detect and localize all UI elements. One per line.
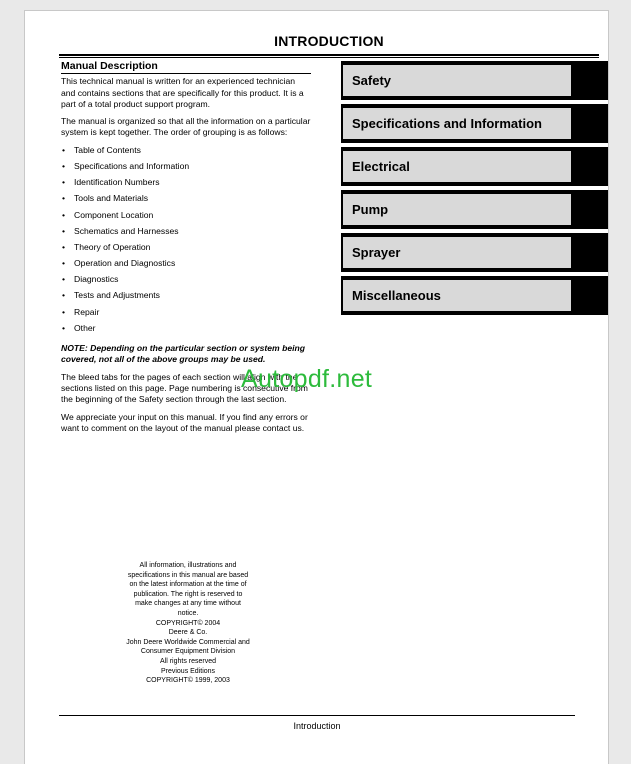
bullet-icon: •: [62, 193, 66, 204]
tabs-bottom-rule: [341, 314, 608, 315]
title-rule-thin: [59, 57, 599, 58]
tab-specifications[interactable]: [341, 104, 608, 143]
tab-sprayer[interactable]: [341, 233, 608, 272]
list-item: • Specifications and Information: [62, 160, 190, 171]
list-item: • Table of Contents: [62, 144, 141, 155]
bullet-icon: •: [62, 160, 66, 171]
list-item: • Operation and Diagnostics: [62, 258, 176, 269]
list-item: • Repair: [62, 306, 100, 317]
list-item: • Tests and Adjustments: [62, 290, 160, 301]
tab-label[interactable]: Pump: [343, 194, 571, 225]
list-item: • Identification Numbers: [62, 177, 160, 188]
list-item: • Tools and Materials: [62, 193, 149, 204]
title-rule: [59, 54, 599, 56]
page-footer: Introduction: [293, 721, 341, 731]
page-title-wrap: [59, 33, 599, 51]
bleed-tabs-paragraph: The bleed tabs for the pages of each section will align with the sections listed on this page. Page numbering is consecutive from the beginning of the Safety section through the last section.: [61, 371, 308, 405]
list-item: • Diagnostics: [62, 274, 119, 285]
bullet-icon: •: [62, 209, 66, 220]
bullet-icon: •: [62, 177, 66, 188]
bullet-icon: •: [62, 225, 66, 236]
section-tabs: [341, 61, 608, 319]
feedback-paragraph: We appreciate your input on this manual. If you find any errors or want to comment on the layout of the manual please contact us.: [61, 411, 308, 433]
tab-label[interactable]: Electrical: [343, 151, 571, 182]
tab-safety[interactable]: [341, 61, 608, 100]
bullet-icon: •: [62, 306, 66, 317]
section-heading: Manual Description: [61, 61, 311, 74]
list-item: • Component Location: [62, 209, 154, 220]
copyright-notice: All information, illustrations and specifications in this manual are based on the latest information at the time of publication. The right is reserved to make changes at any time without notice. COPYRIGHT© 2004 Deere & Co. John Deere Worldwide Commercial and Consumer Equipment Division All rights reserved Previous Editions COPYRIGHT© 1999, 2003: [126, 562, 250, 685]
manual-page: [24, 10, 609, 764]
organization-paragraph: The manual is organized so that all the information on a particular system is kept together. The order of grouping is as follows:: [61, 116, 311, 138]
list-item: • Other: [62, 322, 96, 333]
bullet-icon: •: [62, 144, 66, 155]
list-item: • Schematics and Harnesses: [62, 225, 179, 236]
grouping-list: [61, 145, 311, 339]
footer-rule: [59, 715, 575, 716]
bullet-icon: •: [62, 290, 66, 301]
tab-pump[interactable]: [341, 190, 608, 229]
bullet-icon: •: [62, 322, 66, 333]
intro-paragraph: This technical manual is written for an experienced technician and contains sections that are specifically for this product. It is a part of a total product support program.: [61, 76, 304, 109]
tab-label[interactable]: Sprayer: [343, 237, 571, 268]
tab-electrical[interactable]: [341, 147, 608, 186]
tab-miscellaneous[interactable]: [341, 276, 608, 315]
tab-label[interactable]: Specifications and Information: [343, 108, 571, 139]
tab-label[interactable]: Safety: [343, 65, 571, 96]
page-title: INTRODUCTION: [274, 33, 384, 49]
bullet-icon: •: [62, 274, 66, 285]
watermark-text: Autopdf.net: [241, 365, 373, 393]
tab-label[interactable]: Miscellaneous: [343, 280, 571, 311]
bullet-icon: •: [62, 241, 66, 252]
note-text: NOTE: Depending on the particular section or system being covered, not all of the above groups may be used.: [61, 343, 306, 365]
bullet-icon: •: [62, 258, 66, 269]
list-item: • Theory of Operation: [62, 241, 151, 252]
